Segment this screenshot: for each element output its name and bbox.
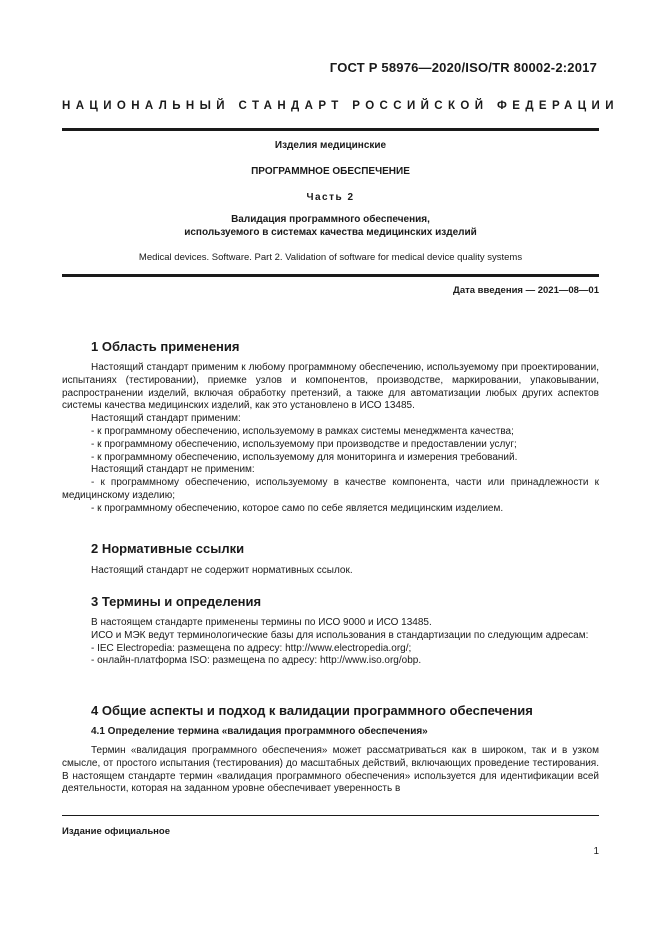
title-line-1: Изделия медицинские (274, 140, 387, 151)
introduction-date: Дата введения — 2021—08—01 (453, 285, 599, 296)
section-4-1-heading: 4.1 Определение термина «валидация программного обеспечения» (91, 726, 428, 737)
part-label: Часть 2 (306, 192, 355, 203)
page-number: 1 (593, 846, 599, 857)
paragraph: Термин «валидация программного обеспечения» может рассматриваться как в широком, так и в узком смысле, от простого испытания (тестирования) до масштабных действий, включающих проведение тестирования. В настоящем стандарте термин «валидация программного обеспечения» используется для идентификации всей деятельности, которая на заданном уровне обеспечивает уверенность в (62, 745, 599, 795)
paragraph: Настоящий стандарт применим к любому программному обеспечению, используемому при проектировании, испытаниях (тестировании), приемке узлов и компонентов, производстве, маркировании, упаковывании, распространении изделий, включая обработку претензий, а также для автоматизации любых других аспектов системы качества медицинских изделий, как это установлено в ИСО 13485. (62, 362, 599, 412)
section-4-heading: 4 Общие аспекты и подход к валидации программного обеспечения (91, 703, 533, 718)
official-edition-label: Издание официальное (62, 826, 170, 837)
list-item: - к программному обеспечению, которое само по себе является медицинским изделием. (91, 502, 504, 514)
national-standard-banner: НАЦИОНАЛЬНЫЙ СТАНДАРТ РОССИЙСКОЙ ФЕДЕРАЦИИ (62, 100, 619, 112)
subtitle-line-1: Валидация программного обеспечения, (231, 214, 430, 225)
title-line-2: ПРОГРАММНОЕ ОБЕСПЕЧЕНИЕ (251, 166, 410, 177)
paragraph: Настоящий стандарт не содержит нормативных ссылок. (91, 565, 353, 576)
section-2-body (62, 565, 599, 578)
section-1-body (62, 362, 599, 516)
list-item: - к программному обеспечению, используемому в качестве компонента, части или принадлежности к медицинскому изделию; (62, 477, 599, 501)
paragraph: ИСО и МЭК ведут терминологические базы для использования в стандартизации по следующим адресам: (91, 629, 589, 641)
section-1-heading: 1 Область применения (91, 339, 240, 354)
standard-number: ГОСТ Р 58976—2020/ISO/TR 80002-2:2017 (329, 60, 597, 75)
paragraph: Настоящий стандарт применим: (91, 413, 241, 425)
section-3-heading: 3 Термины и определения (91, 594, 262, 609)
list-item: - к программному обеспечению, используемому для мониторинга и измерения требований. (91, 451, 518, 463)
paragraph: Настоящий стандарт не применим: (91, 464, 255, 476)
bottom-rule (62, 274, 599, 277)
section-3-body (62, 617, 599, 668)
footer-rule (62, 815, 599, 816)
section-4-body (62, 745, 599, 796)
top-rule (62, 128, 599, 131)
section-2-heading: 2 Нормативные ссылки (91, 541, 245, 556)
subtitle (62, 213, 599, 239)
english-title: Medical devices. Software. Part 2. Validation of software for medical device quality systems (138, 252, 523, 263)
subtitle-line-2: используемого в системах качества медицинских изделий (184, 227, 477, 238)
list-item: - к программному обеспечению, используемому при производстве и предоставлении услуг; (91, 438, 517, 450)
list-item: - онлайн-платформа ISO: размещена по адресу: http://www.iso.org/obp. (91, 655, 422, 667)
list-item: - к программному обеспечению, используемому в рамках системы менеджмента качества; (91, 425, 514, 437)
paragraph: В настоящем стандарте применены термины по ИСО 9000 и ИСО 13485. (91, 617, 432, 628)
list-item: - IEC Electropedia: размещена по адресу: http://www.electropedia.org/; (91, 642, 412, 654)
